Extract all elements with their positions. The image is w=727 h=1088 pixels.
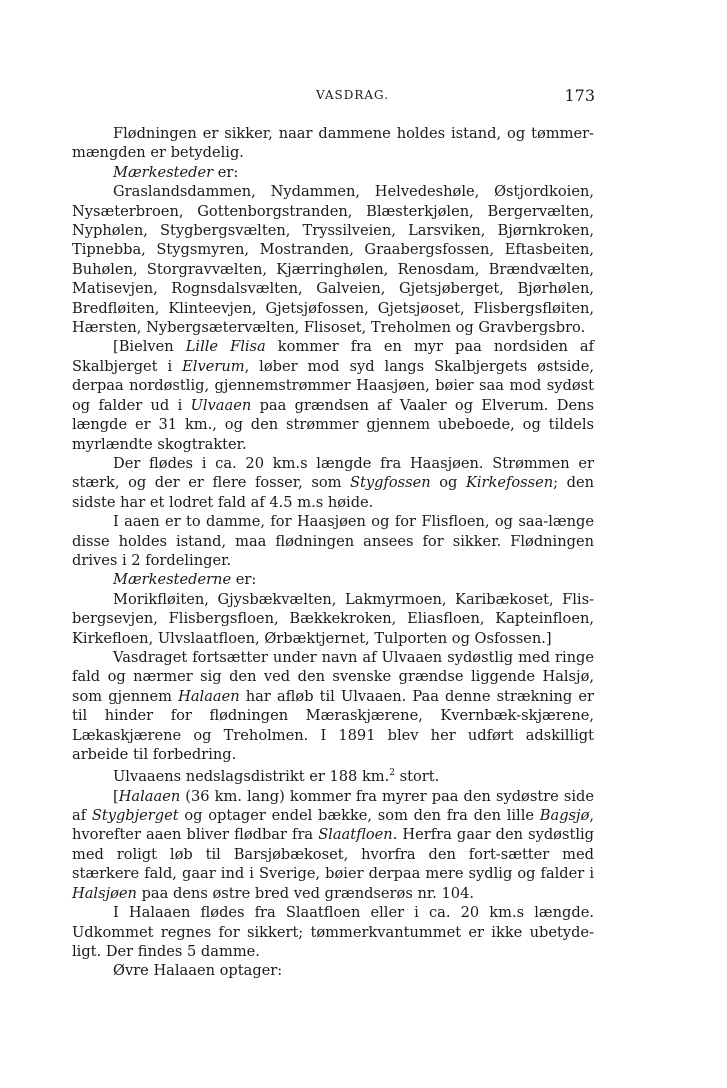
paragraph-nedslagsdistrikt: Ulvaaens nedslagsdistrikt er 188 km.$^2$ stort.	[113, 768, 440, 786]
list-maerkestederne: Morikfløiten, Gjysbækvælten, Lakmyrmoen, Karibækoset, Flis-bergsevjen, Flisbergsfloen, Bækkekroken, Eliasfloen, Kapteinfloen, Kirkefloen, Ulvslaatfloen, Ørbæktjernet, Tulporten og Osfossen.]	[72, 590, 594, 647]
paragraph-lille-flisa: [Bielven Lille Flisa kommer fra en myr paa nordsiden af Skalbjerget i Elverum, løber mod syd langs Skalbjergets østside, derpaa nordøstlig, gjennemstrømmer Haasjøen, bøier saa mod sydøst og falder ud i Ulvaaen paa grændsen af Vaaler og Elverum. Dens længde er 31 km., og den strømmer gjennem ubeboede, og tildels myrlændte skogtrakter.	[72, 338, 595, 453]
heading-maerkesteder: Mærkesteder er:	[113, 163, 239, 181]
page-number: 173	[564, 86, 595, 105]
page-header	[110, 88, 595, 108]
running-title: VASDRAG.	[315, 88, 390, 102]
paragraph-flodning: Flødningen er sikker, naar dammene holdes istand, og tømmer-mængden er betydelig.	[72, 125, 594, 162]
paragraph-damme: I aaen er to damme, for Haasjøen og for Flisfloen, og saa-længe disse holdes istand, maa flødningen ansees for sikker. Flødningen drives i 2 fordelinger.	[72, 513, 594, 569]
paragraph-halaaen-flodes: I Halaaen flødes fra Slaatfloen eller i ca. 20 km.s længde. Udkommet regnes for sikkert; tømmerkvantummet er ikke ubetyde-ligt. Der findes 5 damme.	[72, 904, 594, 960]
heading-maerkestederne: Mærkestederne er:	[113, 571, 257, 589]
paragraph-flodes: Der flødes i ca. 20 km.s længde fra Haasjøen. Strømmen er stærk, og der er flere fosser, som Stygfossen og Kirkefossen; den sidste har et lodret fald af 4.5 m.s høide.	[72, 454, 595, 511]
paragraph-ovre-halaaen: Øvre Halaaen optager:	[113, 962, 283, 980]
paragraph-vasdraget: Vasdraget fortsætter under navn af Ulvaaen sydøstlig med ringe fald og nærmer sig den ved den svenske grændse liggende Halsjø, som gjennem Halaaen har afløb til Ulvaaen. Paa denne strækning er til hinder for flødningen Mæraskjærene, Kvernbæk-skjærene, Lækaskjærene og Treholmen. I 1891 blev her udført adskilligt arbeide til forbedring.	[72, 648, 594, 763]
list-maerkesteder: Graslandsdammen, Nydammen, Helvedeshøle, Østjordkoien, Nysæterbroen, Gottenborgstranden, Blæsterkjølen, Bergervælten, Nyphølen, Stygbergsvælten, Tryssilveien, Larsviken, Bjørnkroken, Tipnebba, Stygsmyren, Mostranden, Graabergsfossen, Eftasbeiten, Buhølen, Storgravvælten, Kjærringhølen, Renosdam, Brændvælten, Matisevjen, Rognsdalsvælten, Galveien, Gjetsjøberget, Bjørhølen, Bredfløiten, Klinteevjen, Gjetsjøfossen, Gjetsjøoset, Flisbergsfløiten, Hærsten, Nybergsætervælten, Flisoset, Treholmen og Gravbergsbro.	[72, 183, 594, 337]
body-text	[72, 124, 594, 981]
paragraph-halaaen: [Halaaen (36 km. lang) kommer fra myrer paa den sydøstre side af Stygbjerget og optager endel bække, som den fra den lille Bagsjø, hvorefter aaen bliver flødbar fra Slaatfloen. Herfra gaar den sydøstlig med roligt løb til Barsjøbækoset, hvorfra den fort-sætter med stærkere fald, gaar ind i Sverige, bøier derpaa mere sydlig og falder i Halsjøen paa dens østre bred ved grændserøs nr. 104.	[72, 787, 594, 902]
